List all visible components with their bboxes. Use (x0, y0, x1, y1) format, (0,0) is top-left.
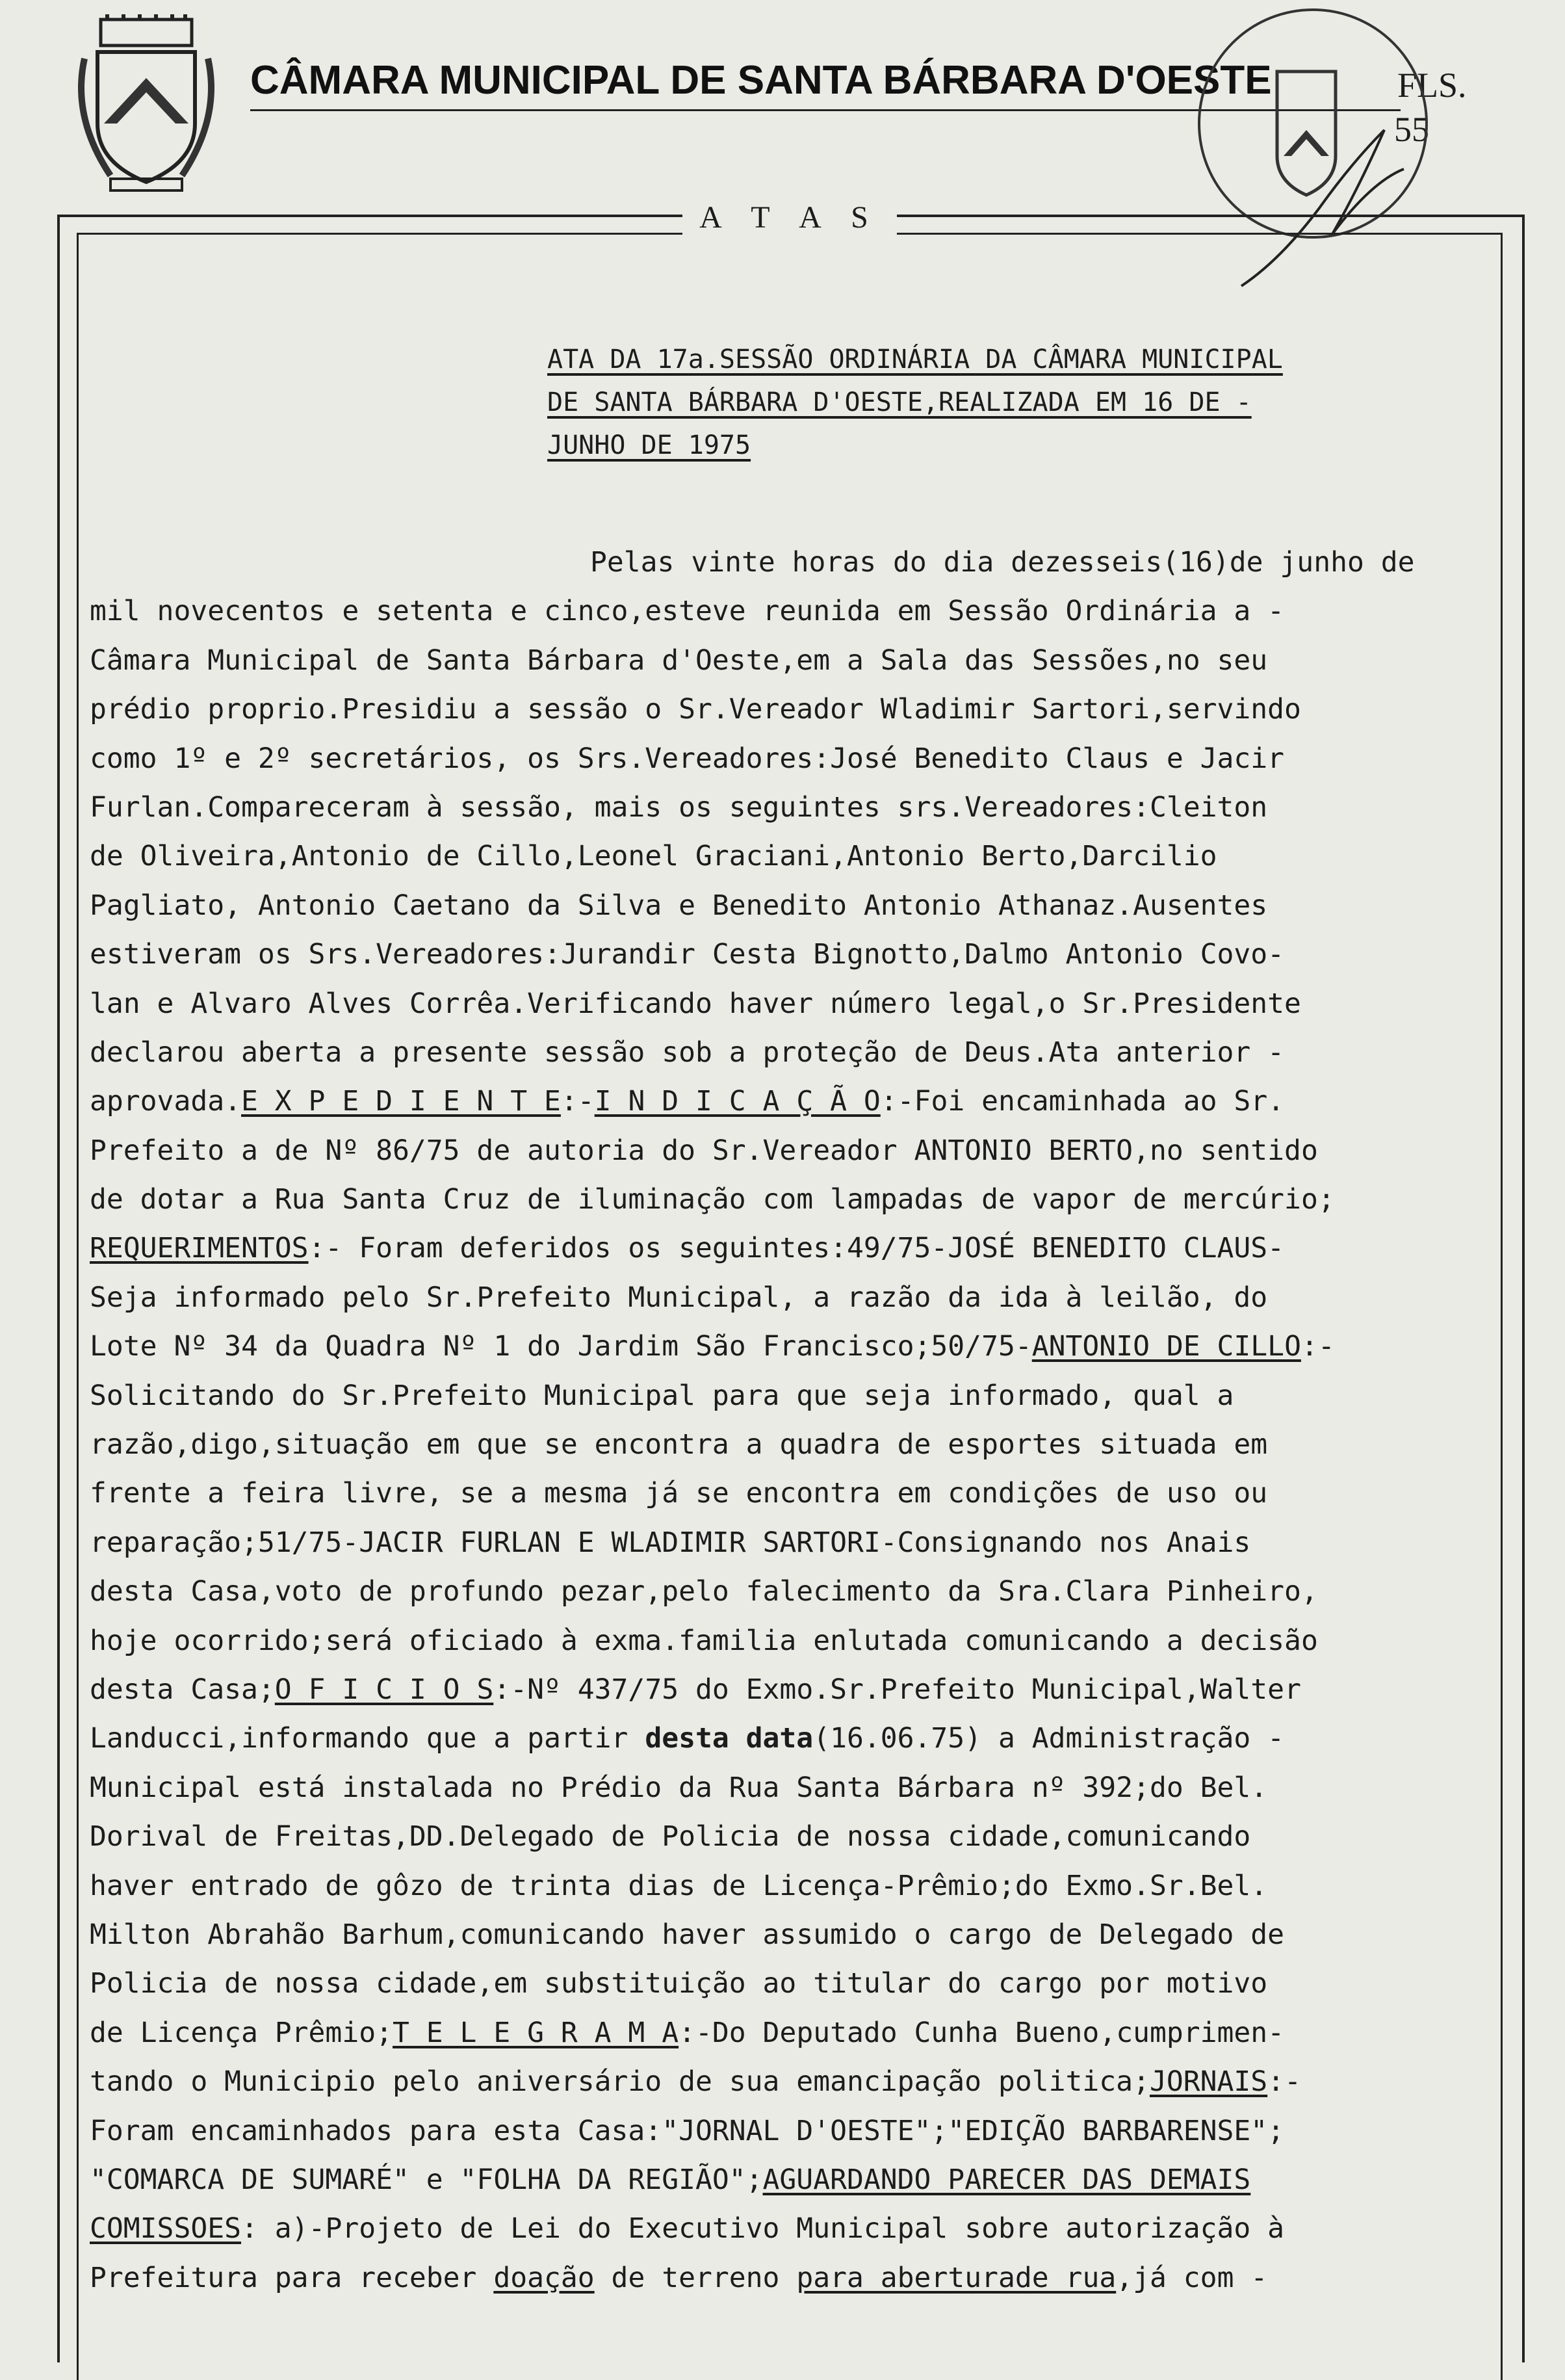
body-fragment: :-Foi encaminhada ao Sr. (880, 1085, 1285, 1118)
section-label: A T A S (682, 195, 897, 241)
body-fragment: de terreno (594, 2261, 797, 2294)
body-fragment: Prefeitura para receber (90, 2261, 494, 2294)
body-fragment: de Licença Prêmio; (90, 2016, 393, 2049)
heading-line: ATA DA 17a.SESSÃO ORDINÁRIA DA CÂMARA MUNICIPAL (547, 345, 1283, 374)
body-fragment: aprovada. (90, 1085, 241, 1118)
body-line: Municipal está instalada no Prédio da Rua Santa Bárbara nº 392;do Bel. (90, 1771, 1268, 1804)
heading-line: JUNHO DE 1975 (547, 430, 751, 460)
heading-line: DE SANTA BÁRBARA D'OESTE,REALIZADA EM 16 DE - (547, 387, 1252, 417)
body-line: Seja informado pelo Sr.Prefeito Municipal, a razão da ida à leilão, do (90, 1281, 1268, 1314)
body-line (90, 2009, 1487, 2058)
body-line: lan e Alvaro Alves Corrêa.Verificando haver número legal,o Sr.Presidente (90, 987, 1301, 1020)
municipal-coat-of-arms-icon (71, 13, 221, 195)
minutes-body (90, 538, 1487, 2303)
body-line (90, 1714, 1487, 1763)
body-line: Câmara Municipal de Santa Bárbara d'Oeste,em a Sala das Sessões,no seu (90, 644, 1268, 677)
body-line: estiveram os Srs.Vereadores:Jurandir Cesta Bignotto,Dalmo Antonio Covo- (90, 938, 1285, 971)
body-line: Milton Abrahão Barhum,comunicando haver assumido o cargo de Delegado de (90, 1918, 1285, 1951)
body-fragment: Landucci,informando que a partir (90, 1722, 645, 1755)
body-bold-fragment: desta data (645, 1722, 814, 1755)
body-line (90, 1666, 1487, 1714)
body-line (90, 1077, 1487, 1126)
body-fragment: :-Nº 437/75 do Exmo.Sr.Prefeito Municipal,Walter (493, 1673, 1301, 1706)
body-line (90, 1224, 1487, 1273)
comissoes-heading: COMISSOES (90, 2212, 241, 2245)
body-line: desta Casa,voto de profundo pezar,pelo falecimento da Sra.Clara Pinheiro, (90, 1575, 1318, 1608)
body-line: Foram encaminhados para esta Casa:"JORNAL D'OESTE";"EDIÇÃO BARBARENSE"; (90, 2114, 1285, 2147)
folio-number: 55 (1394, 110, 1429, 149)
body-fragment: :- (560, 1085, 595, 1118)
body-line: de dotar a Rua Santa Cruz de iluminação com lampadas de vapor de mercúrio; (90, 1183, 1335, 1216)
header-title: CÂMARA MUNICIPAL DE SANTA BÁRBARA D'OESTE (250, 58, 1272, 103)
body-fragment: :- (1267, 2065, 1301, 2099)
folio-label: FLS. (1397, 66, 1467, 105)
body-fragment: :- Foram deferidos os seguintes:49/75-JOSÉ BENEDITO CLAUS- (308, 1232, 1285, 1265)
body-fragment: : a)-Projeto de Lei do Executivo Municipal sobre autorização à (241, 2212, 1285, 2245)
body-line: haver entrado de gôzo de trinta dias de Licença-Prêmio;do Exmo.Sr.Bel. (90, 1869, 1268, 1902)
body-fragment: Lote Nº 34 da Quadra Nº 1 do Jardim São Francisco;50/75- (90, 1330, 1032, 1363)
body-line (90, 1322, 1487, 1371)
aguardando-parecer-heading: AGUARDANDO PARECER DAS DEMAIS (762, 2163, 1251, 2196)
body-fragment: :- (1300, 1330, 1335, 1363)
body-line: declarou aberta a presente sessão sob a proteção de Deus.Ata anterior - (90, 1036, 1285, 1069)
body-line: prédio proprio.Presidiu a sessão o Sr.Vereador Wladimir Sartori,servindo (90, 693, 1301, 726)
body-line (90, 2254, 1487, 2303)
body-line: Pelas vinte horas do dia dezesseis(16)de junho de (590, 546, 1415, 579)
body-line: Prefeito a de Nº 86/75 de autoria do Sr.Vereador ANTONIO BERTO,no sentido (90, 1134, 1318, 1167)
telegrama-heading: T E L E G R A M A (393, 2016, 679, 2049)
body-line (90, 2204, 1487, 2253)
indicacao-heading: I N D I C A Ç Ã O (594, 1085, 881, 1118)
body-line (90, 2058, 1487, 2106)
body-fragment: tando o Municipio pelo aniversário de sua emancipação politica; (90, 2065, 1150, 2099)
minutes-heading (547, 338, 1470, 467)
body-fragment: "COMARCA DE SUMARÉ" e "FOLHA DA REGIÃO"; (90, 2163, 763, 2196)
body-line: razão,digo,situação em que se encontra a quadra de esportes situada em (90, 1428, 1268, 1461)
body-fragment: ,já com - (1116, 2261, 1268, 2294)
body-line: Furlan.Compareceram à sessão, mais os seguintes srs.Vereadores:Cleiton (90, 791, 1268, 824)
body-fragment: :-Do Deputado Cunha Bueno,cumprimen- (679, 2016, 1285, 2049)
body-line: mil novecentos e setenta e cinco,esteve reunida em Sessão Ordinária a - (90, 595, 1285, 628)
body-line: Dorival de Freitas,DD.Delegado de Policia de nossa cidade,comunicando (90, 1820, 1251, 1853)
body-line (90, 2156, 1487, 2204)
body-fragment: (16.06.75) a Administração - (813, 1722, 1285, 1755)
body-line: Solicitando do Sr.Prefeito Municipal para que seja informado, qual a (90, 1379, 1234, 1412)
requerimentos-heading: REQUERIMENTOS (90, 1232, 309, 1265)
body-fragment: desta Casa; (90, 1673, 275, 1706)
body-line: Policia de nossa cidade,em substituição ao titular do cargo por motivo (90, 1967, 1268, 2000)
oficios-heading: O F I C I O S (274, 1673, 494, 1706)
body-line: reparação;51/75-JACIR FURLAN E WLADIMIR SARTORI-Consignando nos Anais (90, 1526, 1251, 1559)
jornais-heading: JORNAIS (1149, 2065, 1268, 2099)
body-underlined-fragment: doação (493, 2261, 595, 2294)
body-line: frente a feira livre, se a mesma já se encontra em condições de uso ou (90, 1477, 1268, 1510)
body-line: como 1º e 2º secretários, os Srs.Vereadores:José Benedito Claus e Jacir (90, 742, 1285, 775)
body-line: de Oliveira,Antonio de Cillo,Leonel Graciani,Antonio Berto,Darcilio (90, 840, 1217, 873)
body-line: Pagliato, Antonio Caetano da Silva e Benedito Antonio Athanaz.Ausentes (90, 889, 1268, 922)
expediente-heading: E X P E D I E N T E (241, 1085, 561, 1118)
body-underlined-fragment: para aberturade rua (796, 2261, 1117, 2294)
body-line: hoje ocorrido;será oficiado à exma.familia enlutada comunicando a decisão (90, 1624, 1318, 1657)
body-underlined-name: ANTONIO DE CILLO (1031, 1330, 1301, 1363)
